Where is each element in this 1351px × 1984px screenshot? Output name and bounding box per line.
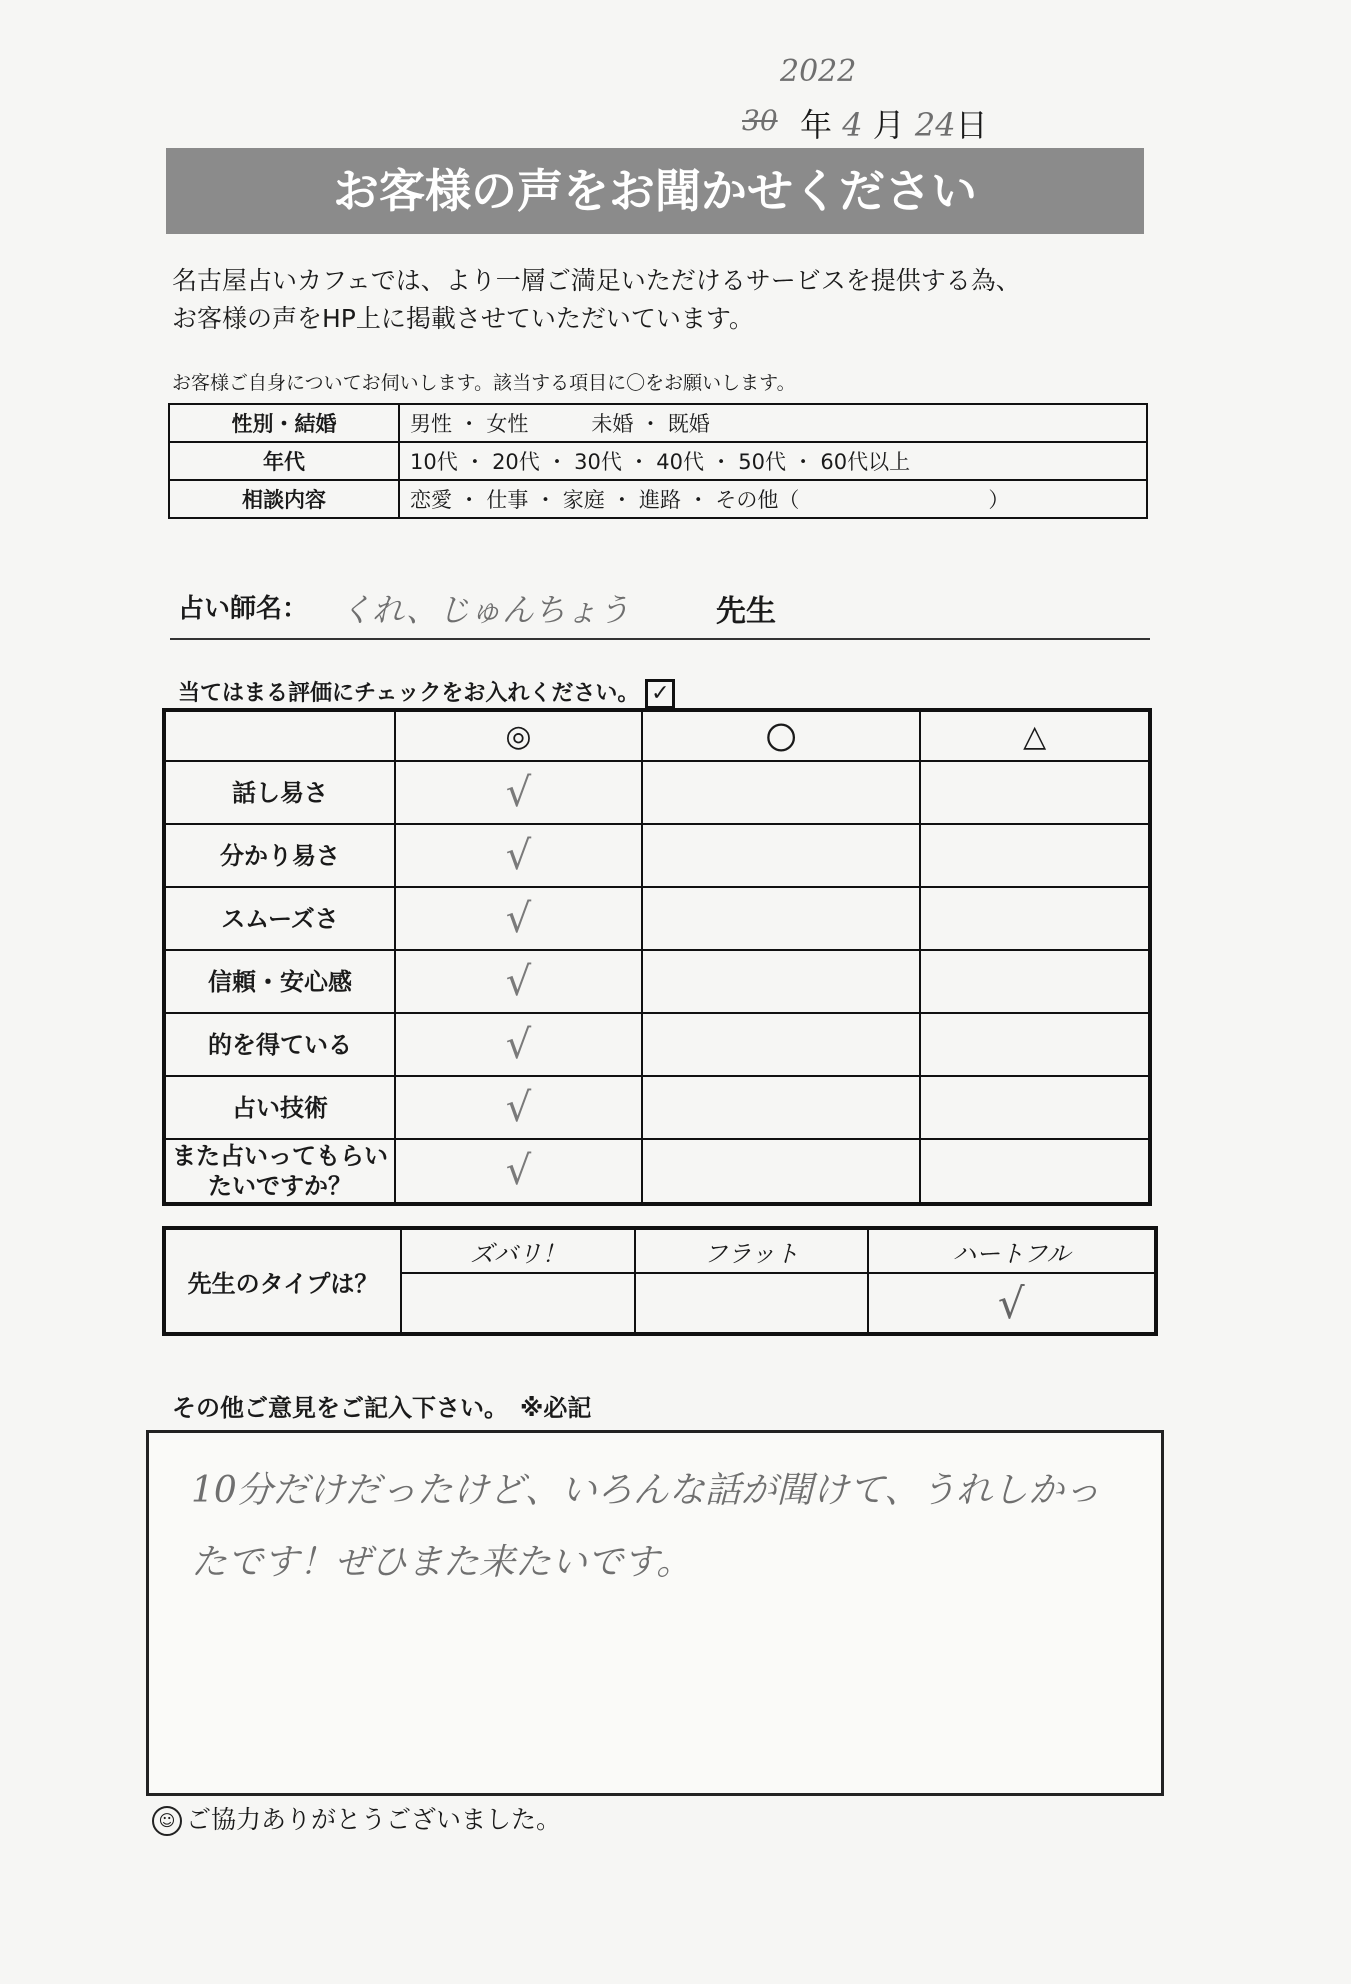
day-label: 日 <box>955 106 988 144</box>
rating-cell-good[interactable] <box>642 1013 920 1076</box>
thanks-message <box>152 1800 561 1836</box>
rating-cell-excellent[interactable]: √ <box>395 887 642 950</box>
teacher-underline <box>170 638 1150 640</box>
profile-options[interactable]: 10代 ・ 20代 ・ 30代 ・ 40代 ・ 50代 ・ 60代以上 <box>399 442 1147 480</box>
rating-label: 的を得ている <box>164 1013 395 1076</box>
checkbox-icon: ✓ <box>645 679 675 709</box>
opinion-box[interactable] <box>146 1430 1164 1796</box>
type-cell-heartful[interactable]: √ <box>868 1273 1156 1334</box>
rating-table <box>162 708 1152 1206</box>
triangle-icon: △ <box>920 710 1150 761</box>
intro-line-1: 名古屋占いカフェでは、より一層ご満足いただけるサービスを提供する為、 <box>172 266 1021 295</box>
profile-instruction: お客様ご自身についてお伺いします。該当する項目に〇をお願いします。 <box>172 372 796 394</box>
rating-cell-fair[interactable] <box>920 950 1150 1013</box>
type-option-heartful: ハートフル <box>868 1228 1156 1273</box>
rating-cell-good[interactable] <box>642 1076 920 1139</box>
rating-cell-good[interactable] <box>642 950 920 1013</box>
date-year: 2022 <box>780 54 857 89</box>
date-year-strike: 30 <box>742 104 778 137</box>
type-option-row <box>164 1228 1156 1273</box>
type-cell-flat[interactable] <box>635 1273 868 1334</box>
rating-row <box>164 1139 1150 1204</box>
intro-line-2: お客様の声をHP上に掲載させていただいています。 <box>172 304 754 333</box>
year-label: 年 <box>800 106 833 144</box>
profile-options[interactable]: 恋愛 ・ 仕事 ・ 家庭 ・ 進路 ・ その他（ ） <box>399 480 1147 518</box>
form-title: お客様の声をお聞かせください <box>166 148 1144 234</box>
rating-cell-excellent[interactable]: √ <box>395 761 642 824</box>
rating-label: また占いってもらいたいですか？ <box>164 1139 395 1204</box>
rating-cell-good[interactable] <box>642 887 920 950</box>
profile-table <box>168 403 1148 519</box>
rating-corner <box>164 710 395 761</box>
teacher-label: 占い師名： <box>178 594 309 624</box>
teacher-suffix: 先生 <box>716 594 776 629</box>
teacher-type-label: 先生のタイプは？ <box>164 1228 401 1334</box>
teacher-name[interactable]: くれ、じゅんちょう <box>340 591 630 629</box>
rating-cell-fair[interactable] <box>920 887 1150 950</box>
rating-label: 信頼・安心感 <box>164 950 395 1013</box>
rating-cell-good[interactable] <box>642 824 920 887</box>
rating-label: 分かり易さ <box>164 824 395 887</box>
rating-row <box>164 1076 1150 1139</box>
date-month: 4 <box>842 106 863 144</box>
rating-cell-excellent[interactable]: √ <box>395 824 642 887</box>
profile-label: 年代 <box>169 442 399 480</box>
rating-header-row <box>164 710 1150 761</box>
profile-options[interactable]: 男性 ・ 女性 未婚 ・ 既婚 <box>399 404 1147 442</box>
circle-icon: 〇 <box>642 710 920 761</box>
rating-cell-excellent[interactable]: √ <box>395 950 642 1013</box>
smiley-icon: ☺ <box>152 1806 182 1836</box>
rating-label: 話し易さ <box>164 761 395 824</box>
rating-row <box>164 1013 1150 1076</box>
rating-cell-fair[interactable] <box>920 1076 1150 1139</box>
rating-row <box>164 824 1150 887</box>
rating-row <box>164 950 1150 1013</box>
profile-row <box>169 480 1147 518</box>
rating-cell-excellent[interactable]: √ <box>395 1076 642 1139</box>
rating-cell-fair[interactable] <box>920 1013 1150 1076</box>
date-day: 24 <box>914 106 956 144</box>
profile-row <box>169 442 1147 480</box>
profile-label: 相談内容 <box>169 480 399 518</box>
rating-cell-good[interactable] <box>642 761 920 824</box>
rating-label: 占い技術 <box>164 1076 395 1139</box>
double-circle-icon: ◎ <box>395 710 642 761</box>
profile-row <box>169 404 1147 442</box>
opinion-label: その他ご意見をご記入下さい。 ※必記 <box>172 1394 592 1422</box>
rating-instruction-text: 当てはまる評価にチェックをお入れください。 <box>178 681 640 706</box>
thanks-text: ご協力ありがとうございました。 <box>186 1805 562 1834</box>
rating-cell-fair[interactable] <box>920 1139 1150 1204</box>
rating-instruction <box>178 676 675 709</box>
rating-cell-excellent[interactable]: √ <box>395 1139 642 1204</box>
type-option-flat: フラット <box>635 1228 868 1273</box>
rating-cell-fair[interactable] <box>920 824 1150 887</box>
rating-cell-fair[interactable] <box>920 761 1150 824</box>
opinion-text: 10分だけだったけど、いろんな話が聞けて、うれしかったです！ぜひまた来たいです。 <box>191 1470 1101 1583</box>
date-line <box>800 100 988 146</box>
profile-label: 性別・結婚 <box>169 404 399 442</box>
rating-label: スムーズさ <box>164 887 395 950</box>
type-option-zubari: ズバリ！ <box>401 1228 635 1273</box>
rating-cell-good[interactable] <box>642 1139 920 1204</box>
rating-cell-excellent[interactable]: √ <box>395 1013 642 1076</box>
rating-row <box>164 761 1150 824</box>
month-label: 月 <box>872 106 905 144</box>
intro-text <box>172 262 1021 338</box>
teacher-type-table <box>162 1226 1158 1336</box>
type-cell-zubari[interactable] <box>401 1273 635 1334</box>
rating-row <box>164 887 1150 950</box>
